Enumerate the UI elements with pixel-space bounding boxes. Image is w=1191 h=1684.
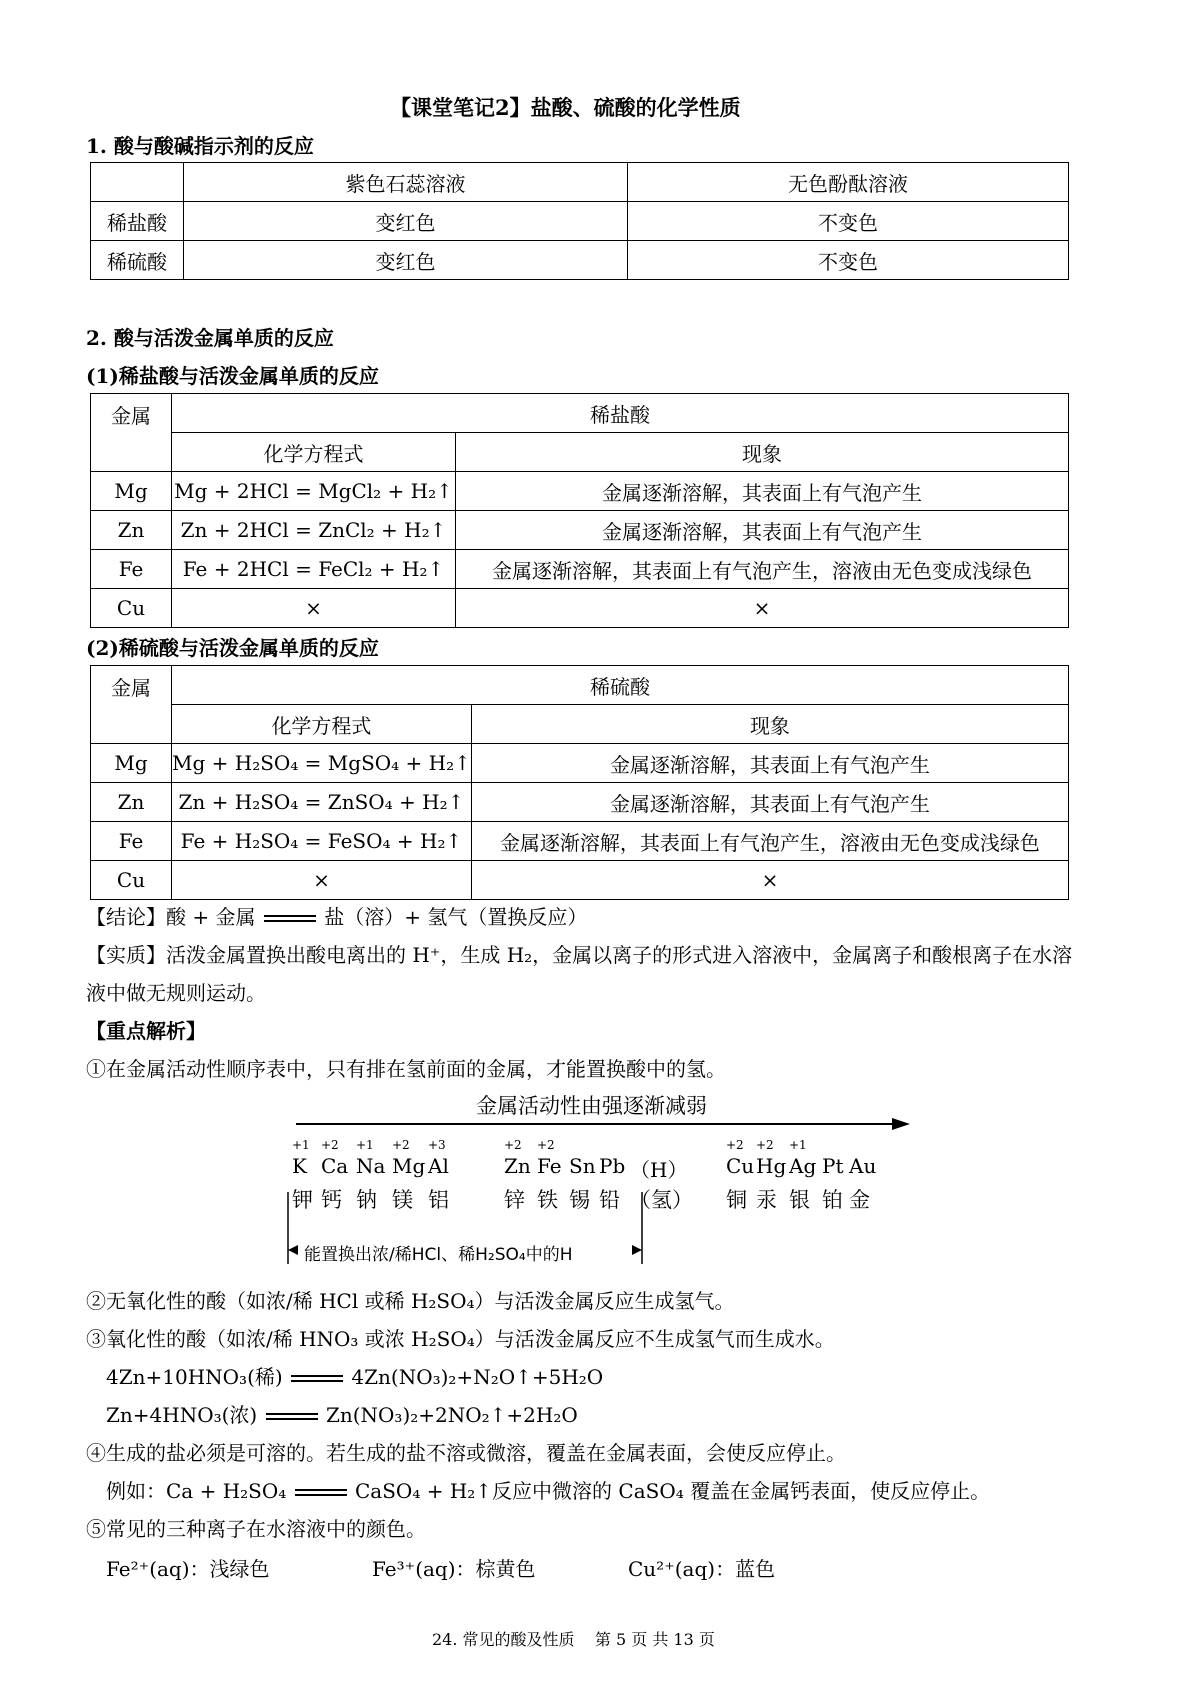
metal-chinese-name: 镁 [392, 1188, 413, 1212]
metal-symbol: Al [428, 1154, 449, 1178]
table-cell: Cu [91, 589, 172, 628]
equation-header: 化学方程式 [172, 433, 456, 472]
table-cell: Cu [91, 861, 172, 900]
activity-series-title: 金属活动性由强逐渐减弱 [476, 1094, 707, 1118]
table-cell: Mg [91, 744, 172, 783]
table-cell: 稀硫酸 [91, 241, 184, 280]
table-header: 无色酚酞溶液 [628, 163, 1069, 202]
table-cell: Zn + H₂SO₄ = ZnSO₄ + H₂↑ [172, 783, 472, 822]
table-cell: × [172, 589, 456, 628]
table-cell: 变红色 [184, 202, 628, 241]
indicator-table [90, 162, 1069, 280]
table-cell: Fe + 2HCl = FeCl₂ + H₂↑ [172, 550, 456, 589]
table-cell: Zn [91, 783, 172, 822]
example-left: 例如：Ca + H₂SO₄ [106, 1479, 287, 1503]
conclusion-line [86, 898, 587, 936]
equation-3a-left: 4Zn+10HNO₃(稀) [106, 1365, 283, 1389]
metal-chinese-name: 金 [849, 1188, 870, 1212]
table-cell: Mg + H₂SO₄ = MgSO₄ + H₂↑ [172, 744, 472, 783]
valence-label: +2 [392, 1138, 410, 1152]
metal-symbol: Na [356, 1154, 386, 1178]
phenomenon-header: 现象 [471, 705, 1068, 744]
valence-label: +1 [356, 1138, 374, 1152]
arrow-right-icon [270, 1114, 920, 1134]
activity-series-diagram [270, 1090, 920, 1275]
table-cell: Fe [91, 822, 172, 861]
table-cell: Zn [91, 511, 172, 550]
ion-color-cu2: Cu²⁺(aq)：蓝色 [628, 1557, 776, 1581]
equals-sign-icon [264, 1412, 320, 1422]
table-row [91, 861, 1069, 900]
metal-header: 金属 [91, 394, 172, 472]
example-right: CaSO₄ + H₂↑反应中微溶的 CaSO₄ 覆盖在金属钙表面，使反应停止。 [355, 1479, 991, 1503]
ion-color-fe3: Fe³⁺(aq)：棕黄色 [372, 1557, 536, 1581]
metal-chinese-name: 铁 [537, 1188, 558, 1212]
page-title: 【课堂笔记2】盐酸、硫酸的化学性质 [390, 95, 741, 120]
equals-sign-icon [262, 914, 318, 924]
table-row [91, 511, 1069, 550]
acid-header: 稀硫酸 [172, 666, 1069, 705]
table-cell: × [172, 861, 472, 900]
metal-chinese-name: 汞 [756, 1188, 777, 1212]
point-4-example [106, 1472, 990, 1510]
metal-symbol: Cu [726, 1154, 755, 1178]
metal-symbol: Fe [537, 1154, 562, 1178]
acid-header: 稀盐酸 [172, 394, 1069, 433]
h2so4-metal-table [90, 665, 1069, 900]
metal-chinese-name: 铝 [428, 1188, 449, 1212]
table-row [91, 589, 1069, 628]
table-row [91, 241, 1069, 280]
point-4: ④生成的盐必须是可溶的。若生成的盐不溶或微溶，覆盖在金属表面，会使反应停止。 [86, 1441, 846, 1465]
table-cell: 金属逐渐溶解，其表面上有气泡产生，溶液由无色变成浅绿色 [456, 550, 1069, 589]
metal-symbol: Ca [321, 1154, 349, 1178]
table-cell: 金属逐渐溶解，其表面上有气泡产生 [456, 472, 1069, 511]
conclusion-left: 【结论】酸 + 金属 [86, 905, 256, 929]
table-row [91, 550, 1069, 589]
table-row [91, 822, 1069, 861]
phenomenon-header: 现象 [456, 433, 1069, 472]
subsection-1-heading: (1)稀盐酸与活泼金属单质的反应 [86, 364, 379, 388]
metal-chinese-name: 锌 [504, 1188, 525, 1212]
metal-symbol: Zn [504, 1154, 531, 1178]
key-analysis-heading: 【重点解析】 [86, 1019, 206, 1043]
table-row [91, 744, 1069, 783]
metal-symbol: Pb [599, 1154, 626, 1178]
table-cell [91, 163, 184, 202]
equation-header: 化学方程式 [172, 705, 472, 744]
metal-chinese-name: 钠 [356, 1188, 377, 1212]
table-cell: 金属逐渐溶解，其表面上有气泡产生 [471, 783, 1068, 822]
metal-chinese-name: 锡 [569, 1188, 590, 1212]
table-cell: 不变色 [628, 202, 1069, 241]
table-cell: Mg [91, 472, 172, 511]
table-cell: 稀盐酸 [91, 202, 184, 241]
metal-chinese-name: 铜 [726, 1188, 747, 1212]
metal-chinese-name: 铅 [599, 1188, 620, 1212]
valence-label: +2 [726, 1138, 744, 1152]
point-2: ②无氧化性的酸（如浓/稀 HCl 或稀 H₂SO₄）与活泼金属反应生成氢气。 [86, 1289, 735, 1313]
valence-label: +2 [321, 1138, 339, 1152]
metal-chinese-name: 钾 [292, 1188, 313, 1212]
metal-symbol: Pt [822, 1154, 844, 1178]
subsection-2-heading: (2)稀硫酸与活泼金属单质的反应 [86, 636, 379, 660]
equation-3b-left: Zn+4HNO₃(浓) [106, 1403, 258, 1427]
equation-3b [106, 1396, 578, 1434]
equation-3a [106, 1358, 603, 1396]
metal-symbol: Sn [569, 1154, 596, 1178]
point-5: ⑤常见的三种离子在水溶液中的颜色。 [86, 1517, 426, 1541]
metal-header: 金属 [91, 666, 172, 744]
valence-label: +2 [756, 1138, 774, 1152]
table-cell: Fe [91, 550, 172, 589]
table-cell: 金属逐渐溶解，其表面上有气泡产生 [471, 744, 1068, 783]
valence-label: +2 [504, 1138, 522, 1152]
hcl-metal-table [90, 393, 1069, 628]
table-header: 紫色石蕊溶液 [184, 163, 628, 202]
metal-chinese-name: 钙 [321, 1188, 342, 1212]
metal-symbol: Hg [756, 1154, 787, 1178]
section-1-heading: 1. 酸与酸碱指示剂的反应 [86, 134, 314, 158]
bracket-label: 能置换出浓/稀HCl、稀H₂SO₄中的H [304, 1245, 573, 1265]
table-row [91, 783, 1069, 822]
metal-symbol: Ag [789, 1154, 817, 1178]
metal-chinese-name: 铂 [822, 1188, 843, 1212]
metal-chinese-name: 银 [789, 1188, 810, 1212]
section-2-heading: 2. 酸与活泼金属单质的反应 [86, 326, 334, 350]
equation-3b-right: Zn(NO₃)₂+2NO₂↑+2H₂O [325, 1403, 578, 1427]
metal-symbol: （H） [630, 1158, 688, 1182]
table-row [91, 472, 1069, 511]
valence-label: +1 [292, 1138, 310, 1152]
table-cell: 金属逐渐溶解，其表面上有气泡产生 [456, 511, 1069, 550]
table-cell: × [471, 861, 1068, 900]
table-cell: Fe + H₂SO₄ = FeSO₄ + H₂↑ [172, 822, 472, 861]
table-cell: 变红色 [184, 241, 628, 280]
equation-3a-right: 4Zn(NO₃)₂+N₂O↑+5H₂O [351, 1365, 604, 1389]
equals-sign-icon [293, 1488, 349, 1498]
ion-color-fe2: Fe²⁺(aq)：浅绿色 [106, 1557, 270, 1581]
table-row [91, 202, 1069, 241]
metal-chinese-name: （氢） [630, 1188, 693, 1212]
valence-label: +3 [428, 1138, 446, 1152]
metal-symbol: Au [849, 1154, 877, 1178]
table-cell: Zn + 2HCl = ZnCl₂ + H₂↑ [172, 511, 456, 550]
point-3: ③氧化性的酸（如浓/稀 HNO₃ 或浓 H₂SO₄）与活泼金属反应不生成氢气而生成水。 [86, 1327, 835, 1351]
conclusion-right: 盐（溶）+ 氢气（置换反应） [324, 905, 588, 929]
table-cell: 金属逐渐溶解，其表面上有气泡产生，溶液由无色变成浅绿色 [471, 822, 1068, 861]
metal-symbol: Mg [392, 1154, 426, 1178]
equals-sign-icon [289, 1374, 345, 1384]
point-1: ①在金属活动性顺序表中，只有排在氢前面的金属，才能置换酸中的氢。 [86, 1057, 726, 1081]
table-cell: × [456, 589, 1069, 628]
valence-label: +1 [789, 1138, 807, 1152]
metal-symbol: K [292, 1154, 307, 1178]
page-footer: 24. 常见的酸及性质 第 5 页 共 13 页 [432, 1630, 715, 1649]
valence-label: +2 [537, 1138, 555, 1152]
table-cell: Mg + 2HCl = MgCl₂ + H₂↑ [172, 472, 456, 511]
essence-line-1: 【实质】活泼金属置换出酸电离出的 H⁺，生成 H₂，金属以离子的形式进入溶液中，金属离子和酸根离子在水溶 [86, 943, 1073, 967]
essence-line-2: 液中做无规则运动。 [86, 981, 266, 1005]
table-cell: 不变色 [628, 241, 1069, 280]
